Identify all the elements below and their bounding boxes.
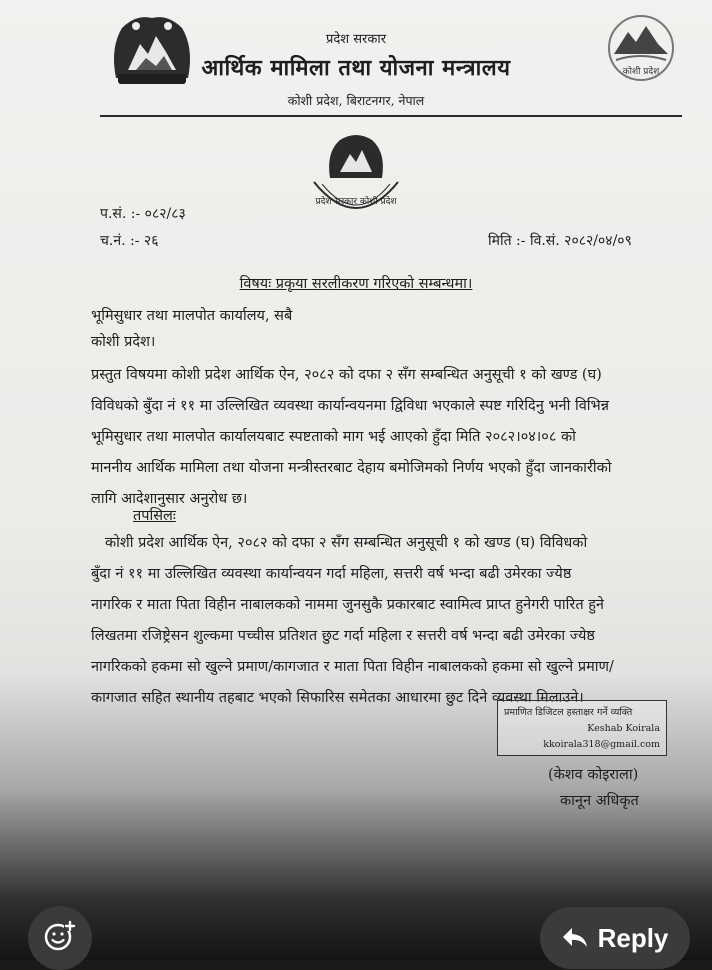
address: कोशी प्रदेश, बिराटनगर, नेपाल <box>287 93 425 108</box>
body-line: प्रस्तुत विषयमा कोशी प्रदेश आर्थिक ऐन, २०८२ को दफा २ सँग सम्बन्धित अनुसूची १ को खण्ड (घ) <box>91 367 602 383</box>
digital-signature-box <box>497 700 667 756</box>
signature-box-name: Keshab Koirala <box>587 723 660 734</box>
signature-box-title: प्रमाणित डिजिटल हस्ताक्षर गर्ने व्यक्ति <box>504 707 633 718</box>
tapasil-paragraph <box>91 528 673 714</box>
signature-box-email: kkoirala318@gmail.com <box>543 739 660 750</box>
tapasil-line: बुँदा नं ११ मा उल्लिखित व्यवस्था कार्यान्वयन गर्दा महिला, सत्तरी वर्ष भन्दा बढी उमेरका ज्येष्ठ <box>91 566 572 582</box>
subject-line <box>0 273 712 293</box>
signatory-name: (केशव कोइराला) <box>548 767 639 783</box>
signatory-designation: कानून अधिकृत <box>560 793 639 809</box>
body-line: लागि आदेशानुसार अनुरोध छ। <box>91 491 248 507</box>
subject-text: विषयः प्रकृया सरलीकरण गरिएको सम्बन्धमा। <box>239 276 473 292</box>
add-reaction-icon <box>43 919 77 957</box>
reply-arrow-icon <box>562 927 588 949</box>
govt-label: प्रदेश सरकार <box>325 32 387 47</box>
dispatch-number: च.नं. :- २६ <box>100 233 159 249</box>
tapasil-line: कागजात सहित स्थानीय तहबाट भएको सिफारिस समेतका आधारमा छुट दिने व्यवस्था मिलाउने। <box>91 690 584 706</box>
body-line: माननीय आर्थिक मामिला तथा योजना मन्त्रीस्तरबाट देहाय बमोजिमको निर्णय भएको हुँदा जानकारीको <box>91 460 612 476</box>
right-logo-text: कोशी प्रदेश <box>622 67 660 77</box>
body-line: भूमिसुधार तथा मालपोत कार्यालयबाट स्पष्टताको माग भई आएको हुँदा मिति २०८२।०४।०८ को <box>91 429 576 445</box>
tapasil-line: नागरिक र माता पिता विहीन नाबालकको नाममा जुनसुकै प्रकारबाट स्वामित्व प्राप्त हुनेगरी पारित हुने <box>91 597 604 613</box>
addressee-office: भूमिसुधार तथा मालपोत कार्यालय, सबै <box>91 308 293 324</box>
tapasil-line: लिखतमा रजिष्ट्रेसन शुल्कमा पच्चीस प्रतिशत छुट गर्दा महिला र सत्तरी वर्ष भन्दा बढी उमेरका ज्येष्ठ <box>91 628 595 644</box>
office-stamp <box>300 122 412 238</box>
body-line: विविधको बुँदा नं ११ मा उल्लिखित व्यवस्था कार्यान्वयनमा द्विविधा भएकाले स्पष्ट गरिदिनु भनी विभिन्न <box>91 398 609 414</box>
tapasil-heading: तपसिलः <box>133 508 176 524</box>
addressee-province: कोशी प्रदेश। <box>91 334 156 350</box>
tapasil-line: कोशी प्रदेश आर्थिक ऐन, २०८२ को दफा २ सँग सम्बन्धित अनुसूची १ को खण्ड (घ) विविधको <box>105 535 588 551</box>
reply-label: Reply <box>597 922 669 953</box>
header-divider <box>100 115 682 117</box>
add-reaction-button[interactable] <box>28 906 92 970</box>
ministry-title: आर्थिक मामिला तथा योजना मन्त्रालय <box>201 55 511 81</box>
stamp-text: प्रदेश सरकार कोशी प्रदेश <box>315 197 397 207</box>
reference-number: प.सं. :- ०८२/८३ <box>100 206 186 222</box>
letter-date: मिति :- वि.सं. २०८२/०४/०९ <box>488 233 632 249</box>
tapasil-line: नागरिकको हकमा सो खुल्ने प्रमाण/कागजात र माता पिता विहीन नाबालकको हकमा सो खुल्ने प्रमाण/ <box>91 659 614 675</box>
body-paragraph <box>91 360 673 515</box>
